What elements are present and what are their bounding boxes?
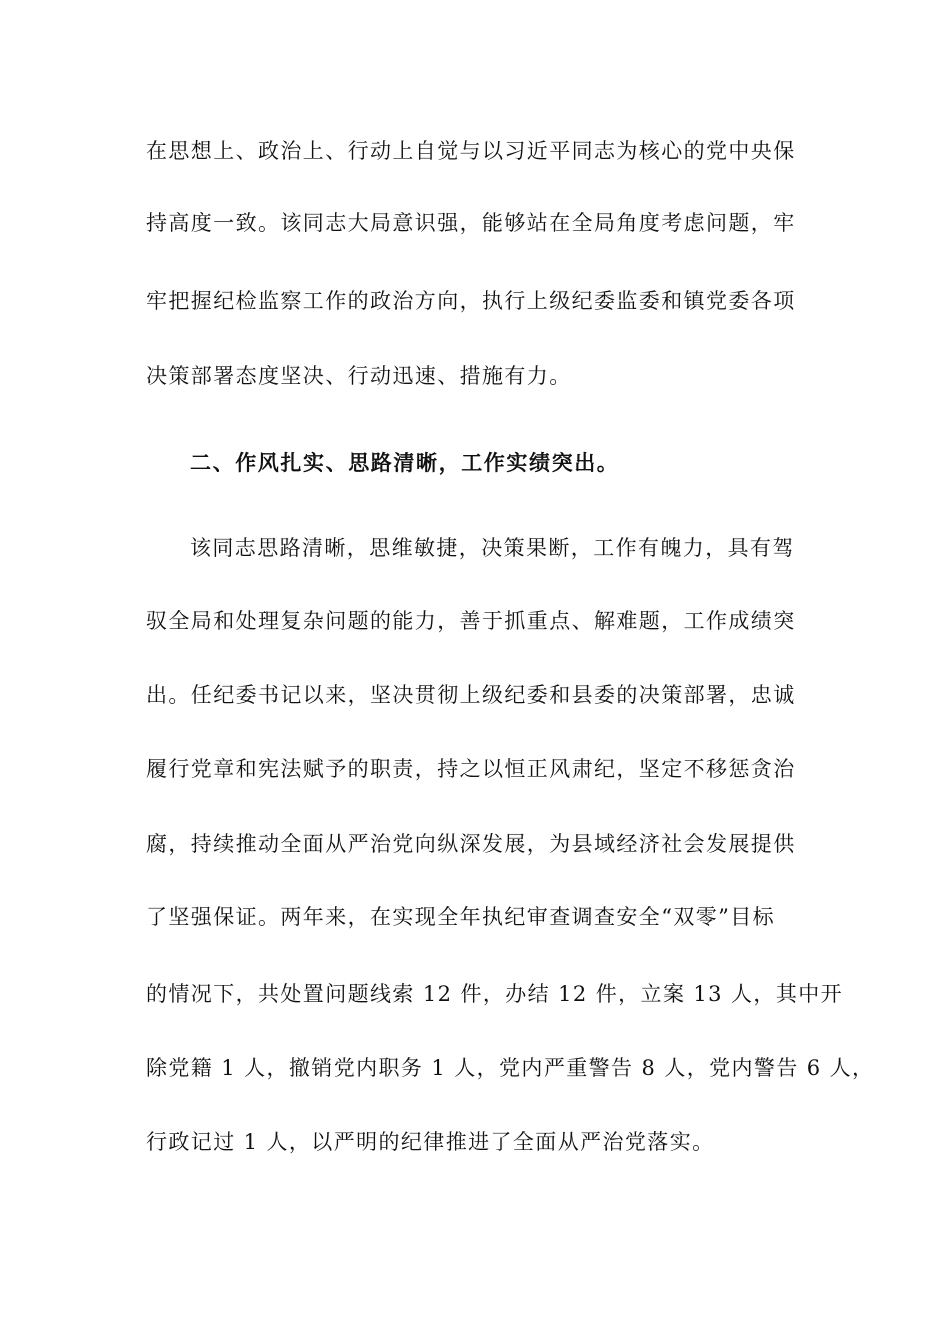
paragraph-1-line-3: 牢把握纪检监察工作的政治方向，执行上级纪委监委和镇党委各项 (146, 289, 796, 313)
paragraph-1-line-4: 决策部署态度坚决、行动迅速、措施有力。 (146, 364, 572, 388)
paragraph-1-line-1: 在思想上、政治上、行动上自觉与以习近平同志为核心的党中央保 (146, 139, 796, 163)
paragraph-2-line-1: 该同志思路清晰，思维敏捷，决策果断，工作有魄力，具有驾 (190, 536, 795, 560)
paragraph-2-line-9: 行政记过 1 人，以严明的纪律推进了全面从严治党落实。 (146, 1130, 715, 1154)
paragraph-2-line-6: 了坚强保证。两年来，在实现全年执纪审查调查安全“双零”目标 (146, 905, 776, 929)
paragraph-2-line-5: 腐，持续推动全面从严治党向纵深发展，为县域经济社会发展提供 (146, 832, 796, 856)
paragraph-2-line-8: 除党籍 1 人，撤销党内职务 1 人，党内严重警告 8 人，党内警告 6 人， (146, 1056, 875, 1080)
paragraph-2-line-3: 出。任纪委书记以来，坚决贯彻上级纪委和县委的决策部署，忠诚 (146, 683, 796, 707)
paragraph-2-line-2: 驭全局和处理复杂问题的能力，善于抓重点、解难题，工作成绩突 (146, 609, 796, 633)
section-heading: 二、作风扎实、思路清晰，工作实绩突出。 (190, 451, 620, 475)
paragraph-2-line-4: 履行党章和宪法赋予的职责，持之以恒正风肃纪，坚定不移惩贪治 (146, 757, 796, 781)
paragraph-2-line-7: 的情况下，共处置问题线索 12 件，办结 12 件，立案 13 人，其中开 (146, 982, 844, 1006)
paragraph-1-line-2: 持高度一致。该同志大局意识强，能够站在全局角度考虑问题，牢 (146, 211, 796, 235)
